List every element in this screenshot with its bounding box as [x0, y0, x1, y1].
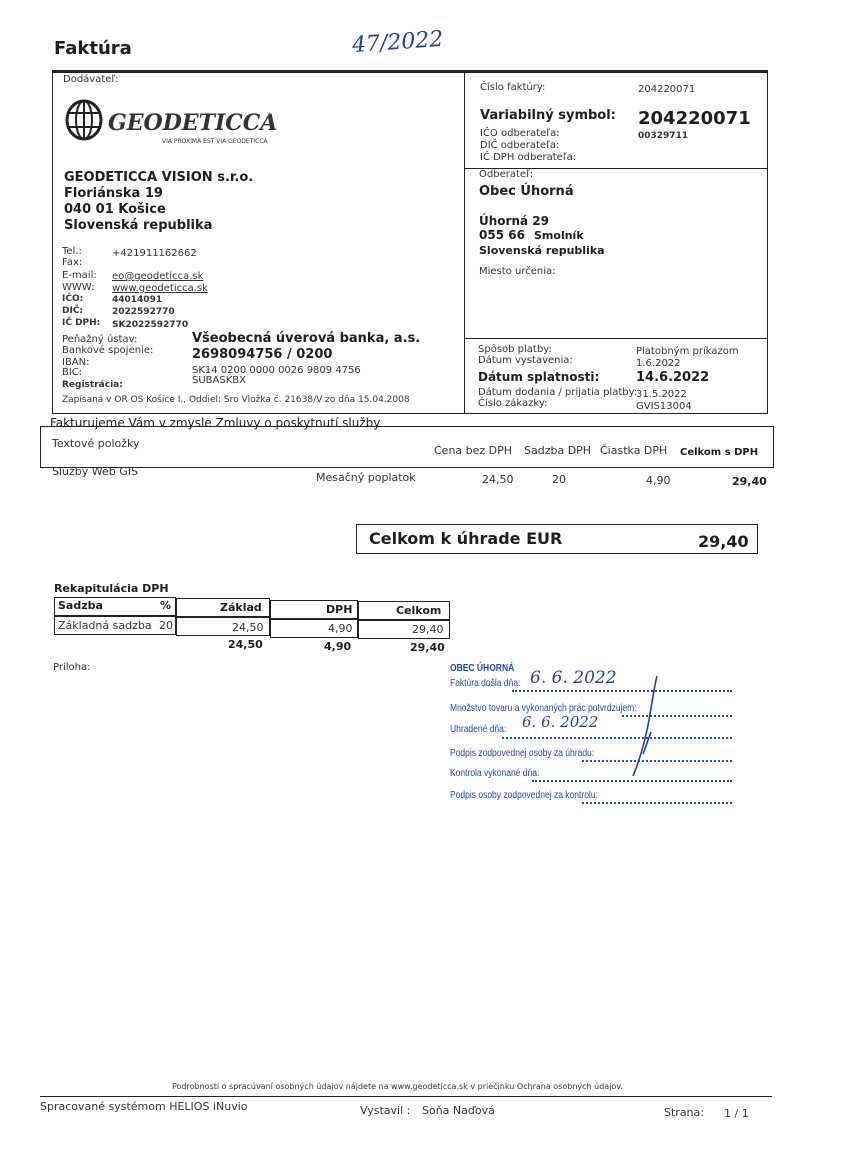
supplier-name: GEODETICCA VISION s.r.o. — [64, 170, 254, 185]
attachment-label: Príloha: — [53, 662, 91, 673]
stamp-line-1: Faktúra došla dňa: — [450, 678, 521, 689]
items-header-price: Cena bez DPH — [434, 444, 513, 457]
logo-wordmark: GEODETICCA — [108, 110, 278, 136]
total-due-label: Celkom k úhrade EUR — [369, 529, 563, 548]
supplier-label: Dodávateľ: — [63, 74, 119, 85]
delivery-date: 31.5.2022 — [636, 389, 687, 400]
customer-ico: 00329711 — [638, 131, 689, 141]
footer-page: 1 / 1 — [724, 1107, 749, 1120]
payment-method-label: Spôsob platby: — [478, 344, 552, 355]
recap-sum-total: 29,40 — [410, 641, 445, 654]
items-header-vat: Čiastka DPH — [600, 444, 668, 457]
recap-header-vat: DPH — [326, 603, 353, 616]
issue-date-label: Dátum vystavenia: — [478, 355, 573, 366]
company-logo — [64, 98, 294, 150]
ico-label: IČO: — [62, 294, 84, 304]
recap-sum-base: 24,50 — [228, 638, 263, 651]
contact-tel-label: Tel.: — [62, 246, 82, 257]
stamp-line-3: Uhradené dňa: — [450, 724, 507, 735]
recap-header-sadzba: Sadzba — [58, 599, 103, 612]
stamp-received-date: 6. 6. 2022 — [530, 668, 617, 688]
footer-issuer: Soňa Naďová — [422, 1104, 495, 1117]
customer-label: Odberateľ: — [479, 169, 534, 180]
contact-fax-label: Fax: — [62, 257, 83, 268]
recap-row-vat: 4,90 — [328, 622, 353, 635]
footer-issuer-label: Vystavil : — [360, 1104, 411, 1117]
customer-city: Smolník — [534, 229, 584, 242]
bic-value: SUBASKBX — [192, 375, 246, 386]
globe-icon — [64, 98, 104, 142]
recap-row-name: Základná sadzba — [58, 619, 152, 632]
logo-motto: VIA PROXIMA EST VIA GEODETICCA — [162, 138, 268, 145]
contact-tel: +421911162662 — [112, 248, 197, 259]
total-due-value: 29,40 — [698, 532, 749, 551]
customer-country: Slovenská republika — [479, 244, 605, 257]
stamp-line-6: Podpis osoby zodpovednej za kontrolu: — [450, 790, 598, 801]
stamp-paid-date: 6. 6. 2022 — [522, 713, 599, 731]
order-number: GVIS13004 — [636, 401, 692, 412]
dic-label: DIČ: — [62, 306, 84, 316]
item-vat: 4,90 — [646, 474, 671, 487]
invoice-number-label: Číslo faktúry: — [480, 82, 546, 93]
stamp-line-5: Kontrola vykonané dňa: — [450, 768, 540, 779]
supplier-country: Slovenská republika — [64, 218, 213, 233]
items-header-rate: Sadzba DPH — [524, 444, 592, 457]
recap-header-base: Základ — [220, 601, 262, 614]
contact-www-link[interactable]: www.geodeticca.sk — [112, 283, 208, 294]
recap-row-base: 24,50 — [232, 621, 264, 634]
bank-name: Všeobecná úverová banka, a.s. — [192, 331, 421, 346]
customer-zip: 055 66 — [479, 228, 525, 242]
signature-mark — [625, 672, 665, 782]
recap-row-total: 29,40 — [412, 623, 444, 636]
supplier-street: Floriánska 19 — [64, 186, 163, 201]
delivery-date-label: Dátum dodania / prijatia platby: — [478, 387, 638, 398]
registration-text: Zapísaná v OR OS Košice I., Oddiel: Sro Vložka č. 21638/V zo dňa 15.04.2008 — [62, 395, 410, 405]
customer-name: Obec Úhorná — [479, 184, 574, 199]
billing-note: Fakturujeme Vám v zmysle Zmluvy o poskytnutí služby — [50, 416, 381, 430]
bic-label: BIC: — [62, 367, 83, 378]
iban-value: SK14 0200 0000 0026 9809 4756 — [192, 365, 361, 376]
footer-page-label: Strana: — [664, 1106, 704, 1119]
due-date-label: Dátum splatnosti: — [478, 370, 600, 384]
icdph-label: IČ DPH: — [62, 318, 101, 328]
items-header-total: Celkom s DPH — [680, 447, 759, 458]
item-name: Služby Web GIS — [52, 465, 139, 478]
recap-title: Rekapitulácia DPH — [54, 582, 169, 595]
issue-date: 1.6.2022 — [636, 358, 681, 369]
recap-sum-vat: 4,90 — [324, 640, 352, 653]
customer-street: Úhorná 29 — [479, 214, 549, 228]
stamp-line-4: Podpis zodpovednej osoby za úhradu: — [450, 748, 595, 759]
item-total: 29,40 — [732, 475, 767, 488]
items-header-text: Textové položky — [52, 437, 140, 450]
contact-www-label: WWW: — [62, 282, 95, 293]
customer-dic-label: DIČ odberateľa: — [480, 140, 560, 151]
bank-account: 2698094756 / 0200 — [192, 347, 333, 362]
item-desc: Mesačný poplatok — [316, 471, 416, 484]
bank-label-1: Peňažný ústav: — [62, 334, 138, 345]
variable-symbol: 204220071 — [638, 108, 751, 129]
variable-symbol-label: Variabilný symbol: — [480, 108, 616, 123]
registration-label: Registrácia: — [62, 380, 123, 390]
item-price: 24,50 — [482, 473, 514, 486]
privacy-note: Podrobnosti o spracúvaní osobných údajov nájdete na www.geodeticca.sk v priečinku Ochrana osobných údajov. — [172, 1082, 623, 1091]
icdph-value: SK2022592770 — [112, 320, 189, 330]
supplier-city: 040 01 Košice — [64, 202, 166, 217]
recap-row-pct: 20 — [159, 619, 173, 632]
contact-email-label: E-mail: — [62, 270, 97, 281]
due-date: 14.6.2022 — [636, 370, 710, 385]
iban-label: IBAN: — [62, 357, 90, 368]
ico-value: 44014091 — [112, 295, 163, 305]
stamp-line-2: Množstvo tovaru a vykonaných prác potvrdzujem: — [450, 703, 637, 714]
item-rate: 20 — [552, 473, 566, 486]
recap-header-pct: % — [160, 599, 172, 612]
bank-label-2: Bankové spojenie: — [62, 345, 154, 356]
recap-header-total: Celkom — [396, 604, 442, 617]
page-title: Faktúra — [54, 38, 132, 59]
stamp-title: OBEC ÚHORNÁ — [450, 663, 515, 674]
invoice-number: 204220071 — [638, 84, 696, 95]
payment-method: Platobným príkazom — [636, 346, 739, 357]
handwritten-reference: 47/2022 — [351, 26, 445, 59]
dic-value: 2022592770 — [112, 307, 175, 317]
customer-ico-label: IČO odberateľa: — [480, 128, 560, 139]
footer-system: Spracované systémom HELIOS iNuvio — [40, 1100, 248, 1113]
customer-icdph-label: IČ DPH odberateľa: — [480, 152, 577, 163]
order-number-label: Číslo zákazky: — [478, 398, 548, 409]
contact-email-link[interactable]: eo@geodeticca.sk — [112, 271, 204, 282]
delivery-place-label: Miesto určenia: — [479, 266, 556, 277]
